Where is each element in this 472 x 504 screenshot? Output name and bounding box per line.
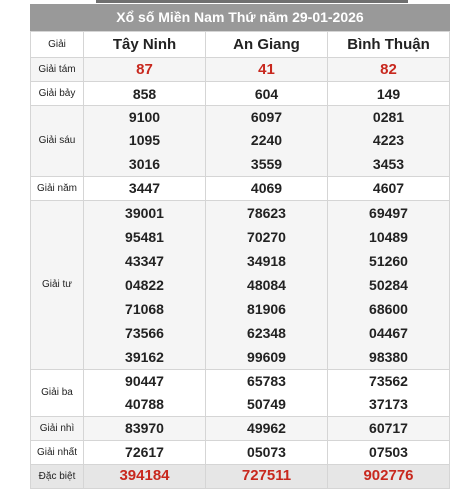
result-number: 04822 xyxy=(125,276,164,293)
result-number: 6097 xyxy=(250,109,283,125)
result-cell xyxy=(328,464,450,488)
result-number: 07503 xyxy=(369,444,408,461)
result-number: 81906 xyxy=(247,300,286,317)
result-number: 0281 xyxy=(372,109,405,125)
result-cell xyxy=(84,200,206,369)
result-cell xyxy=(206,369,328,416)
result-cell xyxy=(206,58,328,82)
prize-column-header: Giải xyxy=(31,32,84,58)
prize-row-giai-nam xyxy=(31,176,450,200)
prize-label: Giải tư xyxy=(31,200,84,369)
result-cell xyxy=(84,440,206,464)
result-number: 34918 xyxy=(247,252,286,269)
result-number: 71068 xyxy=(125,300,164,317)
result-cell xyxy=(84,82,206,106)
result-number: 50284 xyxy=(369,276,408,293)
result-number: 50749 xyxy=(247,395,286,412)
result-number: 90447 xyxy=(125,372,164,389)
result-number: 39162 xyxy=(125,348,164,365)
result-cell xyxy=(84,464,206,488)
prize-label: Giải sáu xyxy=(31,106,84,177)
result-number: 70270 xyxy=(247,228,286,245)
prize-label: Giải tám xyxy=(31,58,84,82)
result-cell xyxy=(206,200,328,369)
results-table xyxy=(30,31,450,489)
result-number: 87 xyxy=(136,60,153,78)
result-number: 04467 xyxy=(369,324,408,341)
result-number: 68600 xyxy=(369,300,408,317)
prize-rows xyxy=(31,58,450,489)
result-number: 43347 xyxy=(125,252,164,269)
prize-label: Giải nhì xyxy=(31,416,84,440)
result-cell xyxy=(206,440,328,464)
result-number: 4607 xyxy=(372,180,405,197)
result-number: 82 xyxy=(380,60,397,78)
result-number: 99609 xyxy=(247,348,286,365)
result-number: 3559 xyxy=(250,155,283,172)
result-number: 48084 xyxy=(247,276,286,293)
result-number: 65783 xyxy=(247,372,286,389)
result-number: 2240 xyxy=(250,132,283,149)
result-cell xyxy=(328,106,450,177)
result-number: 95481 xyxy=(125,228,164,245)
result-cell xyxy=(206,416,328,440)
province-tay-ninh[interactable]: Tây Ninh xyxy=(84,32,206,58)
result-number: 49962 xyxy=(247,420,286,437)
result-number: 858 xyxy=(132,85,157,102)
result-number: 72617 xyxy=(125,444,164,461)
result-number: 902776 xyxy=(363,467,414,485)
prize-row-giai-ba xyxy=(31,369,450,416)
result-cell xyxy=(206,464,328,488)
result-number: 37173 xyxy=(369,395,408,412)
result-cell xyxy=(328,416,450,440)
result-cell xyxy=(84,176,206,200)
province-binh-thuan[interactable]: Bình Thuận xyxy=(328,32,450,58)
result-number: 1095 xyxy=(128,132,161,149)
result-cell xyxy=(84,58,206,82)
result-cell xyxy=(206,82,328,106)
result-number: 69497 xyxy=(369,204,408,221)
province-header-row xyxy=(31,32,450,58)
prize-label: Giải nhất xyxy=(31,440,84,464)
prize-row-giai-sau xyxy=(31,106,450,177)
result-cell xyxy=(328,369,450,416)
result-cell xyxy=(206,106,328,177)
result-number: 149 xyxy=(376,85,401,102)
result-number: 727511 xyxy=(241,467,292,485)
result-cell xyxy=(328,176,450,200)
result-number: 4223 xyxy=(372,132,405,149)
prize-row-giai-tam xyxy=(31,58,450,82)
prize-label: Giải năm xyxy=(31,176,84,200)
result-cell xyxy=(328,58,450,82)
prize-row-giai-nhi xyxy=(31,416,450,440)
result-number: 05073 xyxy=(247,444,286,461)
prize-label: Giải bảy xyxy=(31,82,84,106)
prize-row-dac-biet xyxy=(31,464,450,488)
prize-label: Đặc biệt xyxy=(31,464,84,488)
result-number: 73566 xyxy=(125,324,164,341)
result-number: 604 xyxy=(254,85,279,102)
result-number: 39001 xyxy=(125,204,164,221)
prize-row-giai-bay xyxy=(31,82,450,106)
results-title: Xổ số Miền Nam Thứ năm 29-01-2026 xyxy=(30,4,450,31)
result-number: 3453 xyxy=(372,155,405,172)
result-number: 78623 xyxy=(247,204,286,221)
result-number: 83970 xyxy=(125,420,164,437)
result-number: 62348 xyxy=(247,324,286,341)
prize-label: Giải ba xyxy=(31,369,84,416)
result-number: 394184 xyxy=(119,467,170,485)
result-number: 4069 xyxy=(250,180,283,197)
result-cell xyxy=(328,200,450,369)
result-number: 73562 xyxy=(369,372,408,389)
result-number: 40788 xyxy=(125,395,164,412)
top-strip xyxy=(96,0,408,3)
province-an-giang[interactable]: An Giang xyxy=(206,32,328,58)
prize-row-giai-tu xyxy=(31,200,450,369)
result-cell xyxy=(84,106,206,177)
result-number: 3447 xyxy=(128,180,161,197)
result-number: 98380 xyxy=(369,348,408,365)
result-number: 3016 xyxy=(128,155,161,172)
results-panel xyxy=(30,4,450,489)
result-number: 10489 xyxy=(369,228,408,245)
result-cell xyxy=(328,440,450,464)
result-cell xyxy=(328,82,450,106)
result-number: 51260 xyxy=(369,252,408,269)
result-number: 41 xyxy=(258,60,275,78)
result-number: 9100 xyxy=(128,109,161,125)
result-number: 60717 xyxy=(369,420,408,437)
result-cell xyxy=(206,176,328,200)
result-cell xyxy=(84,369,206,416)
prize-row-giai-nhat xyxy=(31,440,450,464)
result-cell xyxy=(84,416,206,440)
